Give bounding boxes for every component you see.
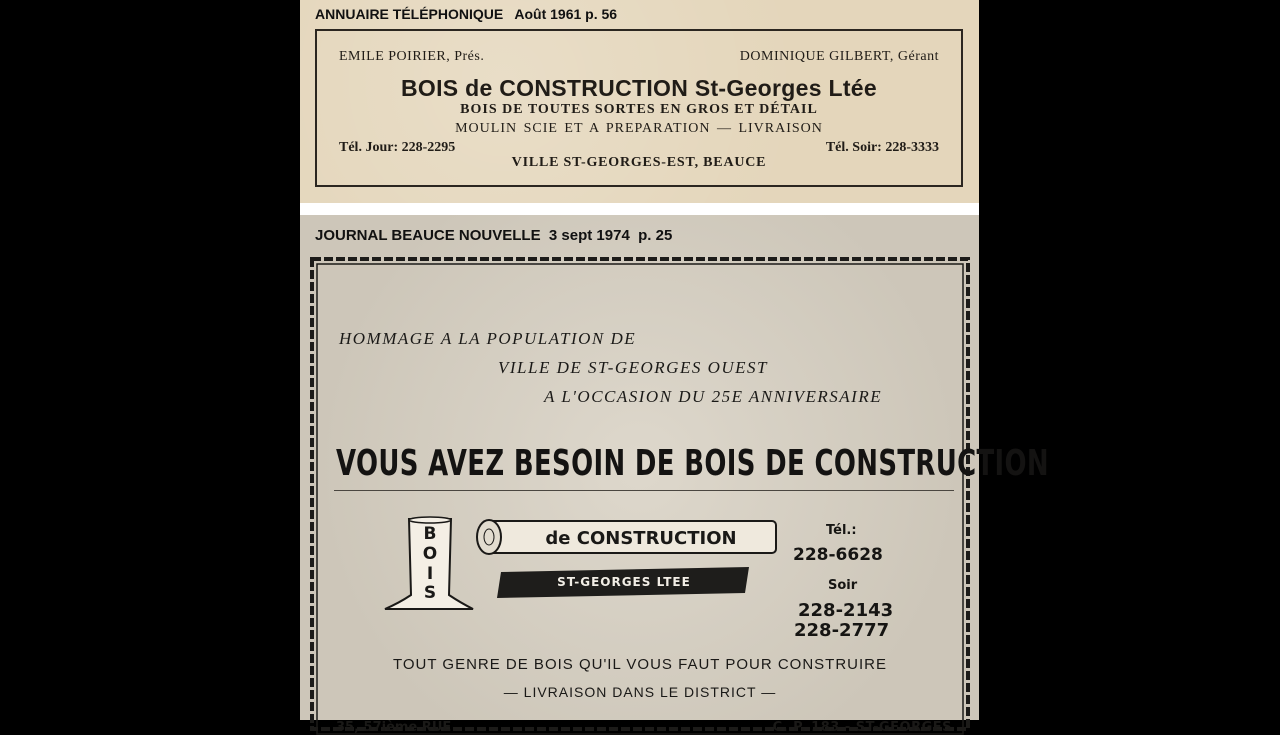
clipping-1961 xyxy=(300,0,979,203)
president-name: EMILE POIRIER, Prés. xyxy=(339,49,485,64)
evening-label: Soir xyxy=(828,578,858,593)
street-address: 35, 57ième RUE xyxy=(336,720,452,735)
homage-line-1: HOMMAGE A LA POPULATION DE xyxy=(339,329,637,348)
stump-letter-s: S xyxy=(423,583,437,603)
ad-1974-frame xyxy=(306,253,1049,735)
clipping-1974 xyxy=(300,215,1049,735)
homage-line-2: VILLE DE ST-GEORGES OUEST xyxy=(498,358,768,377)
logo-plank-text: ST-GEORGES LTEE xyxy=(557,575,691,589)
logo-log-text: de CONSTRUCTION xyxy=(545,528,737,549)
stump-letter-i: I xyxy=(426,564,434,584)
tel-evening: Tél. Soir: 228-3333 xyxy=(825,140,939,155)
delivery-line: — LIVRAISON DANS LE DISTRICT — xyxy=(503,684,777,700)
tagline: TOUT GENRE DE BOIS QU'IL VOUS FAUT POUR CONSTRUIRE xyxy=(392,656,888,673)
manager-name: DOMINIQUE GILBERT, Gérant xyxy=(739,49,939,64)
source-caption-1974: JOURNAL BEAUCE NOUVELLE 3 sept 1974 p. 25 xyxy=(315,227,673,244)
tel-day: Tél. Jour: 228-2295 xyxy=(339,140,456,155)
homage-line-3: A L'OCCASION DU 25E ANNIVERSAIRE xyxy=(544,387,883,406)
ad-1961-box xyxy=(315,29,963,187)
tel-label: Tél.: xyxy=(826,523,857,538)
headline: VOUS AVEZ BESOIN DE BOIS DE CONSTRUCTION xyxy=(336,443,1049,484)
separator xyxy=(300,203,979,215)
mill-line: MOULIN SCIE ET A PREPARATION — LIVRAISON xyxy=(455,121,823,136)
tel-number: 228-6628 xyxy=(793,545,883,565)
evening-number-1: 228-2143 xyxy=(798,600,894,621)
headline-rule xyxy=(334,490,954,491)
evening-number-2: 228-2777 xyxy=(794,620,890,641)
stump-letter-o: O xyxy=(422,544,438,564)
source-caption-1961: ANNUAIRE TÉLÉPHONIQUE Août 1961 p. 56 xyxy=(315,6,618,22)
company-logo xyxy=(381,517,781,617)
po-box: C. P. 183 - ST-GEORGES xyxy=(772,720,952,735)
company-name: BOIS de CONSTRUCTION St-Georges Ltée xyxy=(401,75,877,101)
address-1961: VILLE ST-GEORGES-EST, BEAUCE xyxy=(511,155,767,170)
stump-letter-b: B xyxy=(423,524,437,544)
ad-1974-body xyxy=(306,253,1049,735)
wholesale-line: BOIS DE TOUTES SORTES EN GROS ET DÉTAIL xyxy=(460,102,818,117)
